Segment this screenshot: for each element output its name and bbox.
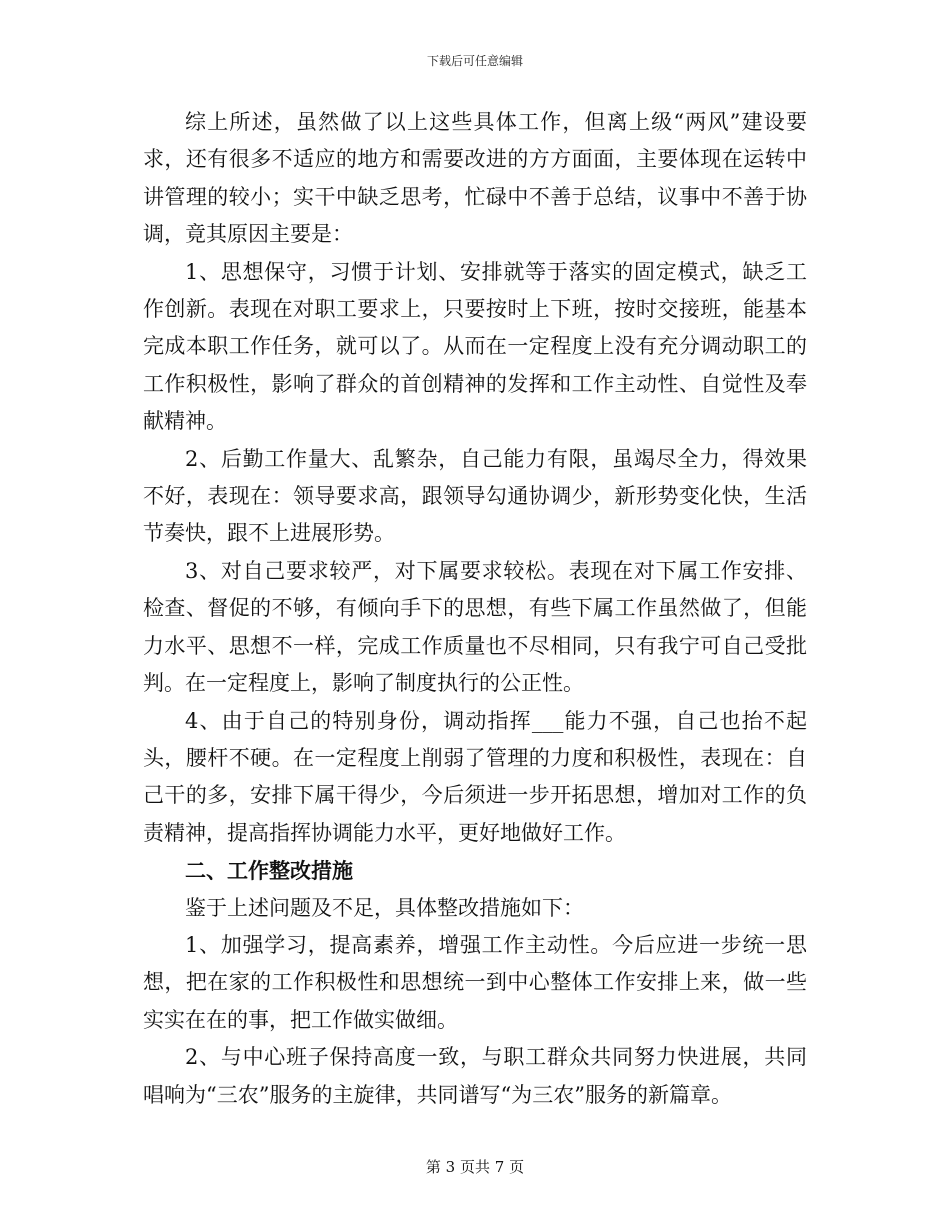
paragraph-item-3: 3、对自己要求较严，对下属要求较松。表现在对下属工作安排、检查、督促的不够，有倾向手下的思想，有些下属工作虽然做了，但能力水平、思想不一样，完成工作质量也不尽相同，只有我宁可自己受批判。在一定程度上，影响了制度执行的公正性。 xyxy=(143,558,807,696)
paragraph-item-1: 1、思想保守，习惯于计划、安排就等于落实的固定模式，缺乏工作创新。表现在对职工要求上，只要按时上下班，按时交接班，能基本完成本职工作任务，就可以了。从而在一定程度上没有充分调动职工的工作积极性，影响了群众的首创精神的发挥和工作主动性、自觉性及奉献精神。 xyxy=(143,259,807,434)
page-footer: 第 3 页共 7 页 xyxy=(425,1158,525,1176)
section-heading: 二、工作整改措施 xyxy=(185,858,353,884)
page-header: 下载后可任意编辑 xyxy=(426,54,523,68)
paragraph-measure-1: 1、加强学习，提高素养，增强工作主动性。今后应进一步统一思想，把在家的工作积极性和思想统一到中心整体工作安排上来，做一些实实在在的事，把工作做实做细。 xyxy=(143,932,807,1032)
document-body xyxy=(143,104,807,1114)
paragraph-intro: 鉴于上述问题及不足，具体整改措施如下： xyxy=(185,895,584,920)
paragraph-item-2: 2、后勤工作量大、乱繁杂，自己能力有限，虽竭尽全力，得效果不好，表现在：领导要求高，跟领导勾通协调少，新形势变化快，生活节奏快，跟不上进展形势。 xyxy=(143,446,807,546)
paragraph-item-4: 4、由于自己的特别身份，调动指挥___能力不强，自己也抬不起头，腰杆不硬。在一定程度上削弱了管理的力度和积极性，表现在：自己干的多，安排下属干得少，今后须进一步开拓思想，增加对工作的负责精神，提高指挥协调能力水平，更好地做好工作。 xyxy=(143,708,807,845)
paragraph-summary: 综上所述，虽然做了以上这些具体工作，但离上级“两风”建设要求，还有很多不适应的地方和需要改进的方方面面，主要体现在运转中讲管理的较小；实干中缺乏思考，忙碌中不善于总结，议事中不善于协调，竟其原因主要是： xyxy=(143,110,807,247)
paragraph-measure-2: 2、与中心班子保持高度一致，与职工群众共同努力快进展，共同唱响为“三农”服务的主旋律，共同谱写“为三农”服务的新篇章。 xyxy=(143,1045,807,1107)
